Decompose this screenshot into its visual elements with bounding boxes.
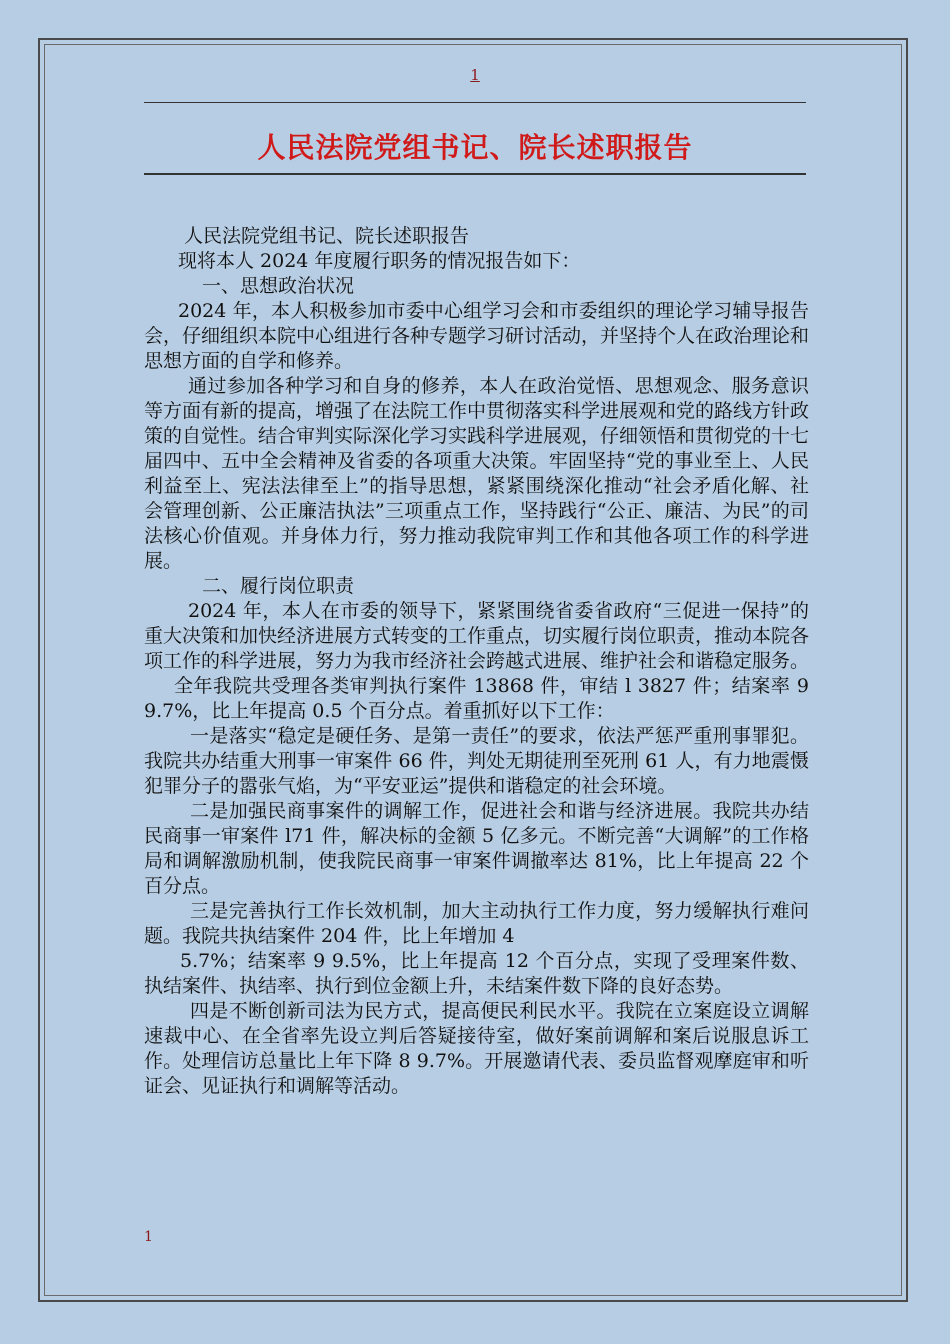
footer-page-number: 1 [144, 1229, 153, 1245]
paragraph: 通过参加各种学习和自身的修养，本人在政治觉悟、思想观念、服务意识等方面有新的提高，增强了在法院工作中贯彻落实科学进展观和党的路线方针政策的自觉性。结合审判实际深化学习实践科学进展观，仔细领悟和贯彻党的十七届四中、五中全会精神及省委的各项重大决策。牢固坚持“党的事业至上、人民利益至上、宪法法律至上”的指导思想，紧紧围绕深化推动“社会矛盾化解、社会管理创新、公正廉洁执法”三项重点工作，坚持践行“公正、廉洁、为民”的司法核心价值观。并身体力行，努力推动我院审判工作和其他各项工作的科学进展。 [144, 375, 810, 572]
title-divider [144, 173, 806, 175]
paragraph: 5.7%；结案率 9 9.5%，比上年提高 12 个百分点，实现了受理案件数、执结案件、执结率、执行到位金额上升，未结案件数下降的良好态势。 [144, 950, 809, 997]
document-body [144, 224, 809, 1099]
paragraph: 四是不断创新司法为民方式，提高便民利民水平。我院在立案庭设立调解速裁中心、在全省率先设立判后答疑接待室，做好案前调解和案后说服息诉工作。处理信访总量比上年下降 8 9.7%。开展邀请代表、委员监督观摩庭审和听证会、见证执行和调解等活动。 [144, 1000, 809, 1097]
section-heading-2: 二、履行岗位职责 [202, 575, 355, 597]
paragraph: 二是加强民商事案件的调解工作，促进社会和谐与经济进展。我院共办结民商事一审案件 l71 件，解决标的金额 5 亿多元。不断完善“大调解”的工作格局和调解激励机制，使我院民商事一审案件调撤率达 81%，比上年提高 22 个百分点。 [144, 800, 809, 897]
section-heading-1: 一、思想政治状况 [202, 275, 355, 297]
header-divider [144, 102, 806, 103]
intro-paragraph: 现将本人 2024 年度履行职务的情况报告如下： [178, 250, 581, 272]
paragraph: 2024 年，本人积极参加市委中心组学习会和市委组织的理论学习辅导报告会，仔细组织本院中心组进行各种专题学习研讨活动，并坚持个人在政治理论和思想方面的自学和修养。 [144, 300, 810, 372]
paragraph: 全年我院共受理各类审判执行案件 13868 件，审结 l 3827 件；结案率 9 9.7%，比上年提高 0.5 个百分点。着重抓好以下工作： [144, 675, 809, 722]
paragraph: 三是完善执行工作长效机制，加大主动执行工作力度，努力缓解执行难问题。我院共执结案件 204 件，比上年增加 4 [144, 900, 809, 947]
body-heading: 人民法院党组书记、院长述职报告 [184, 225, 470, 247]
paragraph: 2024 年，本人在市委的领导下，紧紧围绕省委省政府“三促进一保持”的重大决策和加快经济进展方式转变的工作重点，切实履行岗位职责，推动本院各项工作的科学进展，努力为我市经济社会跨越式进展、维护社会和谐稳定服务。 [144, 600, 810, 672]
header-page-number: 1 [470, 66, 480, 84]
document-title: 人民法院党组书记、院长述职报告 [257, 131, 693, 164]
paragraph: 一是落实“稳定是硬任务、是第一责任”的要求，依法严惩严重刑事罪犯。我院共办结重大刑事一审案件 66 件，判处无期徒刑至死刑 61 人，有力地震慑犯罪分子的嚣张气焰，为“平安亚运”提供和谐稳定的社会环境。 [144, 725, 809, 797]
